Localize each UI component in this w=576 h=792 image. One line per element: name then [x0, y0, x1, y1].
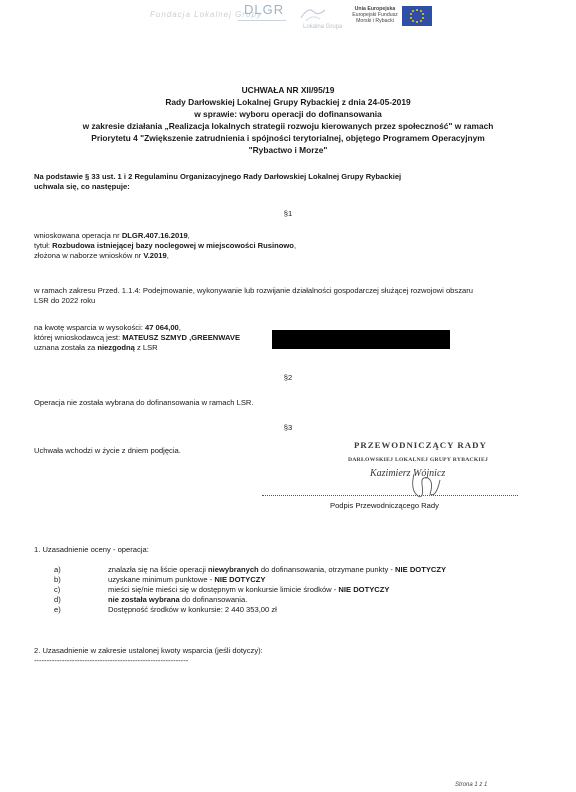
justification-item — [34, 565, 554, 575]
justification-item — [34, 605, 554, 615]
section-1-heading: §1 — [283, 209, 293, 218]
logo-left: Fundacja Lokalnej Grupy — [150, 10, 262, 19]
justification-item — [34, 585, 554, 595]
justification-item-letter: d) — [54, 595, 61, 604]
operation-title: Rozbudowa istniejącej bazy noclegowej w miejscowości Rusinowo — [52, 241, 294, 250]
ue-text — [350, 6, 400, 24]
justification-item-letter: c) — [54, 585, 61, 594]
justification-item-text: uzyskane minimum punktowe - NIE DOTYCZY — [108, 575, 266, 584]
justification-2-dashes: ------------------------------------------------------------- — [34, 656, 189, 665]
section-2-text: Operacja nie została wybrana do dofinansowania w ramach LSR. — [34, 398, 254, 407]
title-line-5: Priorytetu 4 "Zwiększenie zatrudnienia i spójności terytorialnej, objętego Programem Operacyjnym — [91, 133, 485, 143]
fish-logo-icon — [298, 4, 328, 24]
ue-line1: Europejski Fundusz — [352, 12, 398, 18]
signature-label: Podpis Przewodniczącego Rady — [330, 501, 439, 510]
result-value: niezgodną — [97, 343, 135, 352]
handwritten-signature — [406, 470, 446, 502]
result-line: uznana została za niezgodną z LSR — [34, 343, 158, 352]
justification-item-text: Dostępność środków w konkursie: 2 440 353,00 zł — [108, 605, 277, 614]
operation-number-line: wnioskowana operacja nr DLGR.407.16.2019, — [34, 231, 190, 240]
logo-second: Lokalna Grupa — [303, 24, 343, 30]
call-number-line: złożona w naborze wniosków nr V.2019, — [34, 251, 169, 260]
title-line-1: UCHWAŁA NR XII/95/19 — [241, 85, 335, 95]
call-number: V.2019 — [143, 251, 167, 260]
section-1-body — [34, 231, 554, 261]
justification-item-letter: e) — [54, 605, 61, 614]
title-line-2: Rady Darłowskiej Lokalnej Grupy Rybackiej z dnia 24-05-2019 — [165, 97, 411, 107]
chairman-stamp-name: Kazimierz Wójnicz — [370, 468, 446, 479]
title-line-6: "Rybactwo i Morze" — [248, 145, 328, 155]
amount-line: na kwotę wsparcia w wysokości: 47 064,00, — [34, 323, 181, 332]
title-block — [0, 84, 576, 156]
signature-line — [262, 495, 518, 496]
operation-title-line: tytuł: Rozbudowa istniejącej bazy noclegowej w miejscowości Rusinowo, — [34, 241, 297, 250]
legal-basis-line-1: Na podstawie § 33 ust. 1 i 2 Regulaminu Organizacyjnego Rady Darłowskiej Lokalnej Grupy Rybackiej — [34, 172, 402, 181]
chairman-stamp-title: PRZEWODNICZĄCY RADY — [354, 440, 487, 450]
applicant-value: MATEUSZ SZMYD ,GREENWAVE — [122, 333, 241, 342]
title-line-3: w sprawie: wyboru operacji do dofinansowania — [194, 109, 382, 119]
scope-line-1: w ramach zakresu Przed. 1.1.4: Podejmowanie, wykonywanie lub rozwijanie działalności gospodarczej służącej rozwojowi obszaru — [34, 286, 473, 295]
justification-item-letter: a) — [54, 565, 61, 574]
justification-item — [34, 595, 554, 605]
justification-item-text: znalazła się na liście operacji niewybranych do dofinansowania, otrzymane punkty - NIE DOTYCZY — [108, 565, 447, 574]
operation-number: DLGR.407.16.2019 — [121, 231, 188, 240]
legal-basis — [34, 172, 554, 192]
page-number: Strona 1 z 1 — [455, 782, 488, 788]
title-line-4: w zakresie działania „Realizacja lokalnych strategii rozwoju kierowanych przez społeczność" w ramach — [82, 121, 494, 131]
scope-line-2: LSR do 2022 roku — [34, 296, 96, 305]
dlgr-logo: DLGR — [244, 2, 285, 17]
justification-1-list — [34, 565, 554, 615]
justification-item-text: mieści się/nie mieści się w dostępnym w konkursie limicie środków - NIE DOTYCZY — [108, 585, 390, 594]
legal-basis-line-2: uchwala się, co następuje: — [34, 182, 130, 191]
ue-title: Unia Europejska — [354, 6, 396, 12]
section-3-text: Uchwała wchodzi w życie z dniem podjęcia. — [34, 446, 181, 455]
amount-value: 47 064,00 — [145, 323, 179, 332]
justification-2-heading: 2. Uzasadnienie w zakresie ustalonej kwoty wsparcia (jeśli dotyczy): — [34, 646, 263, 655]
justification-item-text: nie została wybrana do dofinansowania. — [108, 595, 248, 604]
eu-flag-icon — [402, 6, 432, 26]
dlgr-logo-underline — [238, 20, 286, 21]
justification-1-heading: 1. Uzasadnienie oceny - operacja: — [34, 545, 149, 554]
section-3-heading: §3 — [283, 423, 293, 432]
redaction-box — [272, 330, 450, 349]
applicant-line: której wnioskodawcą jest: MATEUSZ SZMYD ,GREENWAVE — [34, 333, 241, 342]
ue-line2: Morski i Rybacki — [356, 18, 394, 24]
justification-item-letter: b) — [54, 575, 61, 584]
section-2-heading: §2 — [283, 373, 293, 382]
scope-text — [34, 286, 554, 306]
chairman-stamp-org: DARŁOWSKIEJ LOKALNEJ GRUPY RYBACKIEJ — [348, 457, 489, 463]
justification-item — [34, 575, 554, 585]
